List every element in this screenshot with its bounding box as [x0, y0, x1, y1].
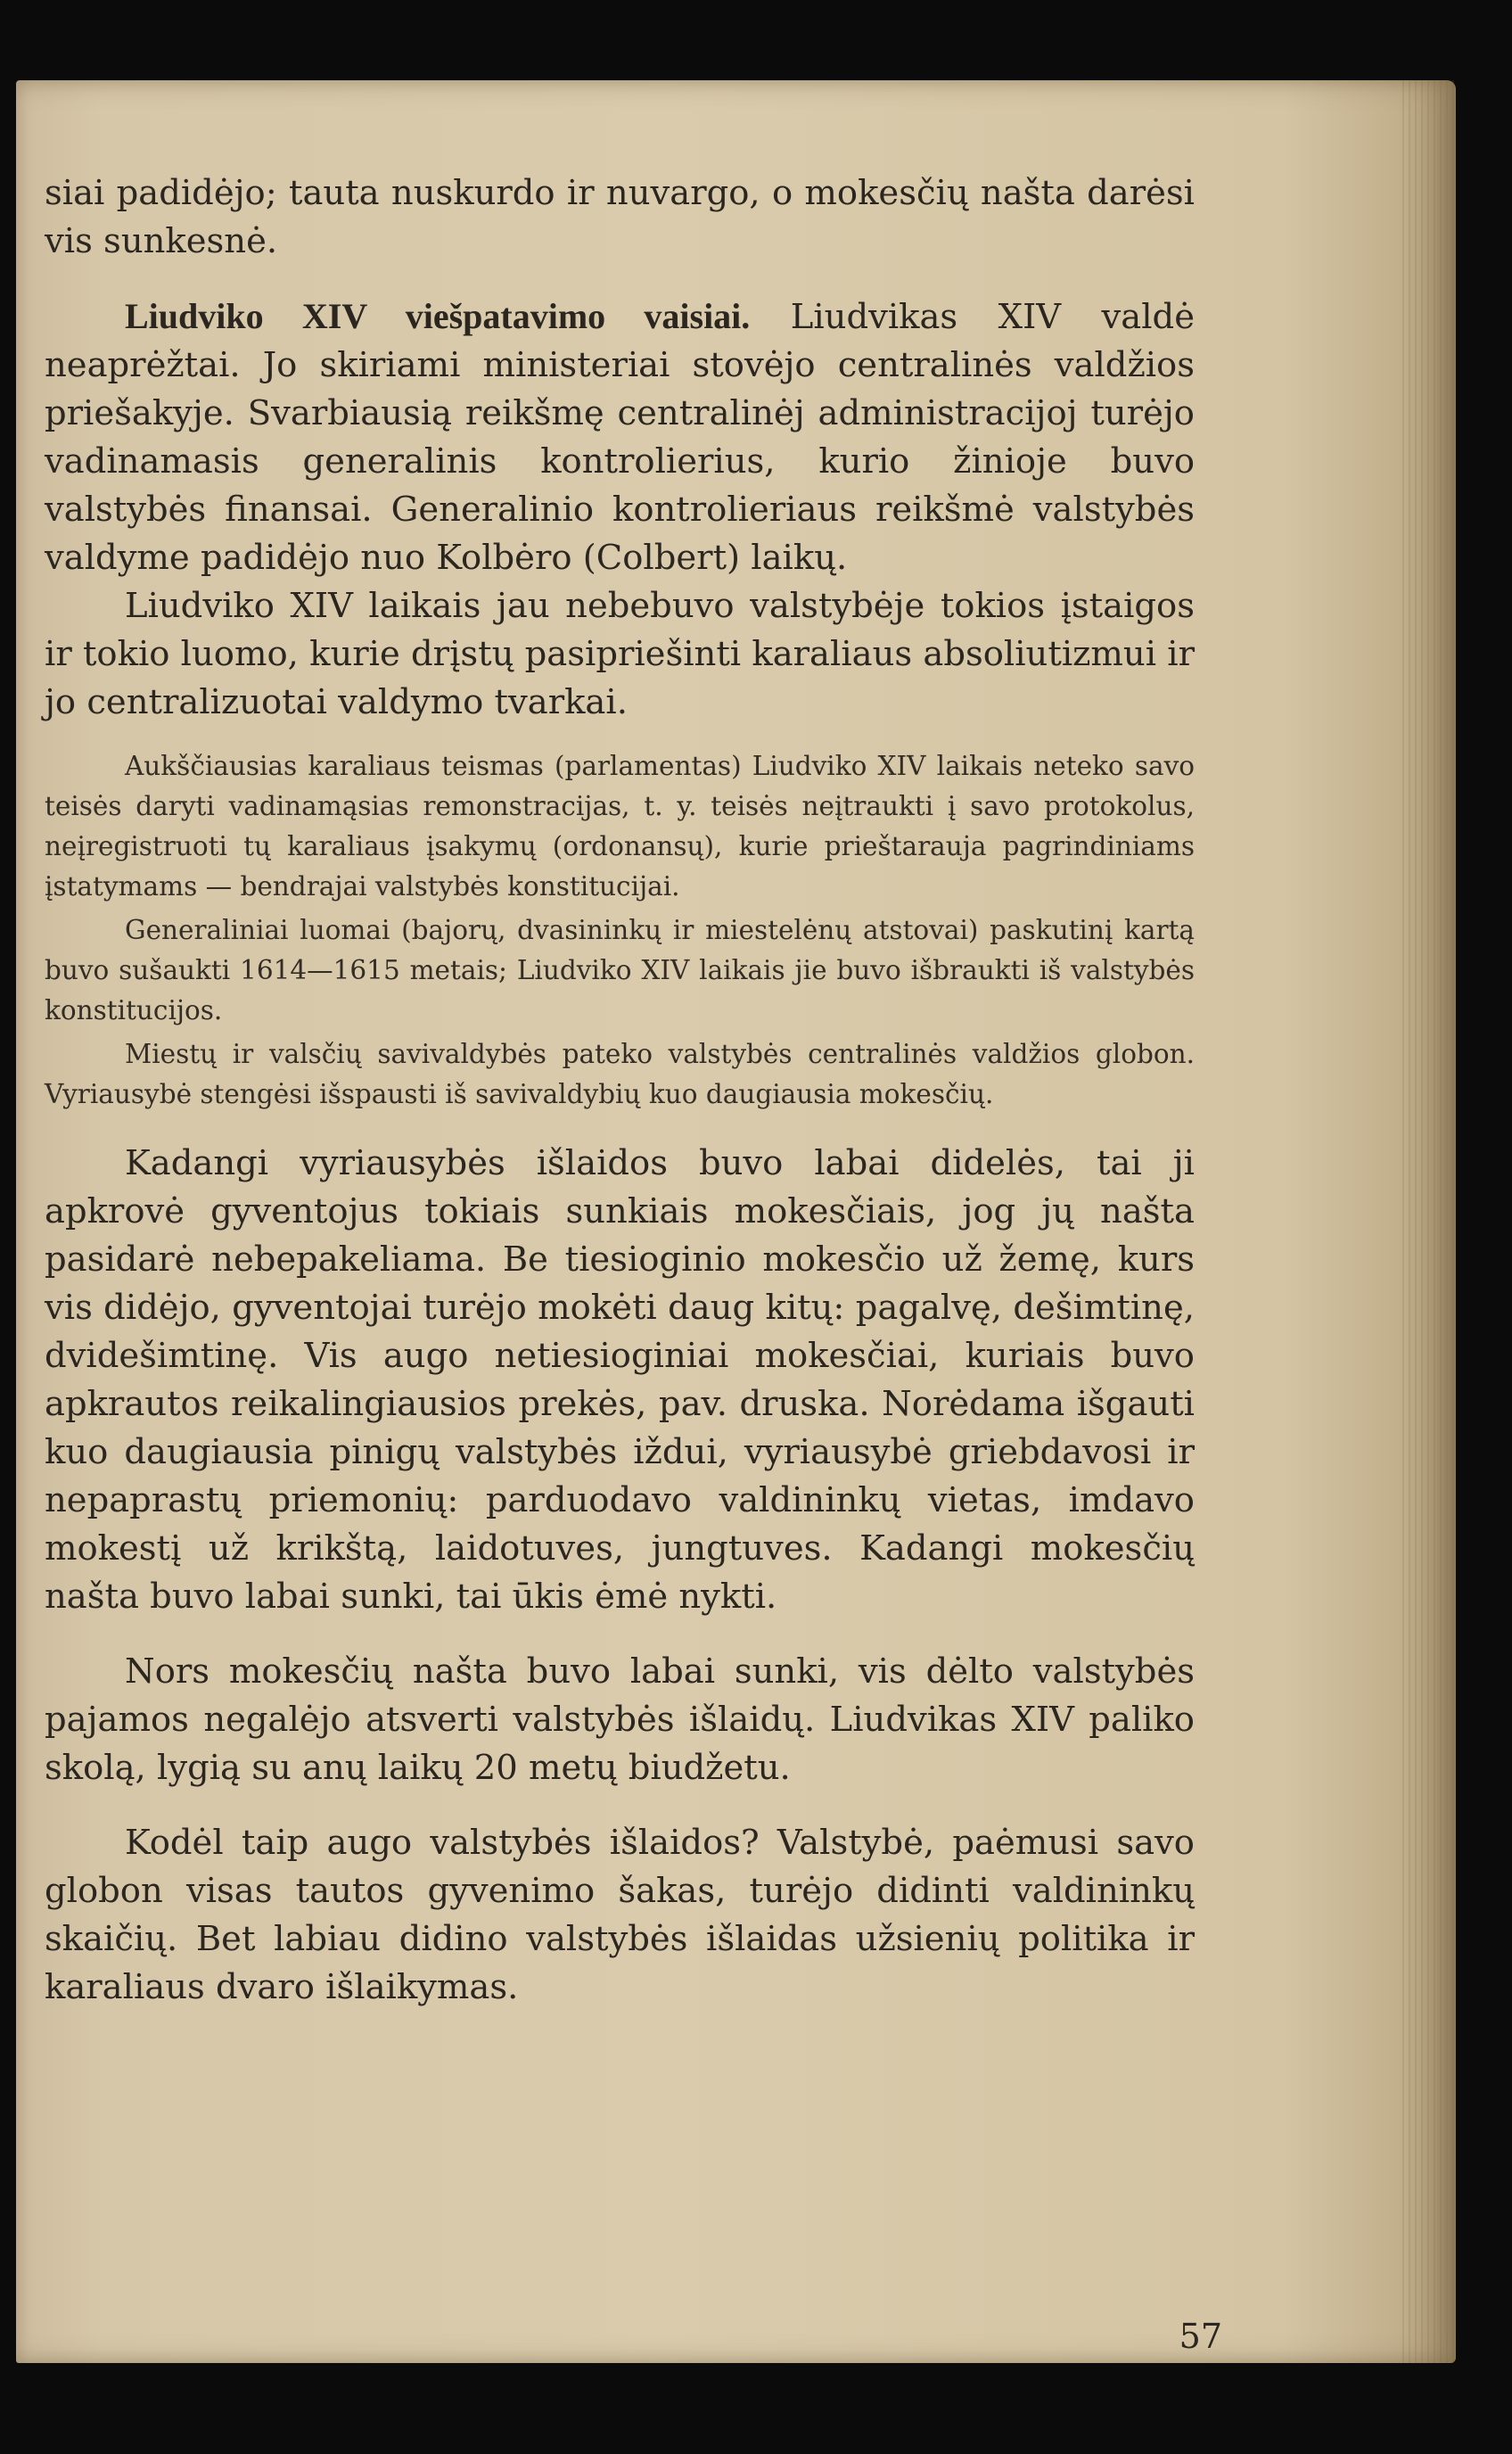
paragraph-debt: Nors mokesčių našta buvo labai sunki, vis dėlto valstybės pajamos negalėjo atsverti valstybės išlaidų. Liudvikas XIV paliko skolą, lygią su anų laikų 20 metų biudžetu. [45, 1651, 1195, 1788]
page-text-block [45, 169, 1195, 2012]
paragraph-taxes: Kadangi vyriausybės išlaidos buvo labai didelės, tai ji apkrovė gyventojus tokiais sunkiais mokesčiais, jog jų našta pasidarė nebepakeliama. Be tiesioginio mokesčio už žemę, kurs vis didėjo, gyventojai turėjo mokėti daug kitų: pagalvę, dešimtinę, dvidešimtinę. Vis augo netiesioginiai mokesčiai, kuriais buvo apkrautos reikalingiausios prekės, pav. druska. Norėdama išgauti kuo daugiausia pinigų valstybės iždui, vyriausybė griebdavosi ir nepaprastų priemonių: parduodavo valdininkų vietas, imdavo mokestį už krikštą, laidotuves, jungtuves. Kadangi mokesčių našta buvo labai sunki, tai ūkis ėmė nykti. [45, 1143, 1195, 1617]
page-edge-shadow [1402, 80, 1456, 2363]
paragraph-absolutism: Liudviko XIV laikais jau nebebuvo valstybėje tokios įstaigos ir tokio luomo, kurie drįstų pasipriešinti karaliaus absoliutizmui ir jo centralizuotai valdymo tvarkai. [45, 586, 1195, 722]
section-heading: Liudviko XIV viešpatavimo vaisiai. [125, 296, 751, 336]
paragraph-continued: siai padidėjo; tauta nuskurdo ir nuvargo, o mokesčių našta darėsi vis sunkesnė. [45, 173, 1195, 261]
paragraph-section [45, 292, 1195, 582]
section-text: Liudvikas XIV valdė neaprėžtai. Jo skiriami ministeriai stovėjo centralinės valdžios priešakyje. Svarbiausią reikšmę centralinėj administracijoj turėjo vadinamasis generalinis kontrolierius, kurio žinioje buvo valstybės finansai. Generalinio kontrolieriaus reikšmė valstybės valdyme padidėjo nuo Kolbėro (Colbert) laikų. [45, 297, 1195, 578]
note-parliament: Aukščiausias karaliaus teismas (parlamentas) Liudviko XIV laikais neteko savo teisės daryti vadinamąsias remonstracijas, t. y. teisės neįtraukti į savo protokolus, neįregistruoti tų karaliaus įsakymų (ordonansų), kurie prieštarauja pagrindiniams įstatymams — bendrajai valstybės konstitucijai. [45, 751, 1195, 902]
page-number: 57 [1179, 2317, 1222, 2356]
note-estates-general: Generaliniai luomai (bajorų, dvasininkų ir miestelėnų atstovai) paskutinį kartą buvo sušaukti 1614—1615 metais; Liudviko XIV laikais jie buvo išbraukti iš valstybės konstitucijos. [45, 915, 1195, 1025]
note-municipalities: Miestų ir valsčių savivaldybės pateko valstybės centralinės valdžios globon. Vyriausybė stengėsi išspausti iš savivaldybių kuo daugiausia mokesčių. [45, 1039, 1195, 1109]
paragraph-expenses: Kodėl taip augo valstybės išlaidos? Valstybė, paėmusi savo globon visas tautos gyvenimo šakas, turėjo didinti valdininkų skaičių. Bet labiau didino valstybės išlaidas užsienių politika ir karaliaus dvaro išlaikymas. [45, 1823, 1195, 2007]
